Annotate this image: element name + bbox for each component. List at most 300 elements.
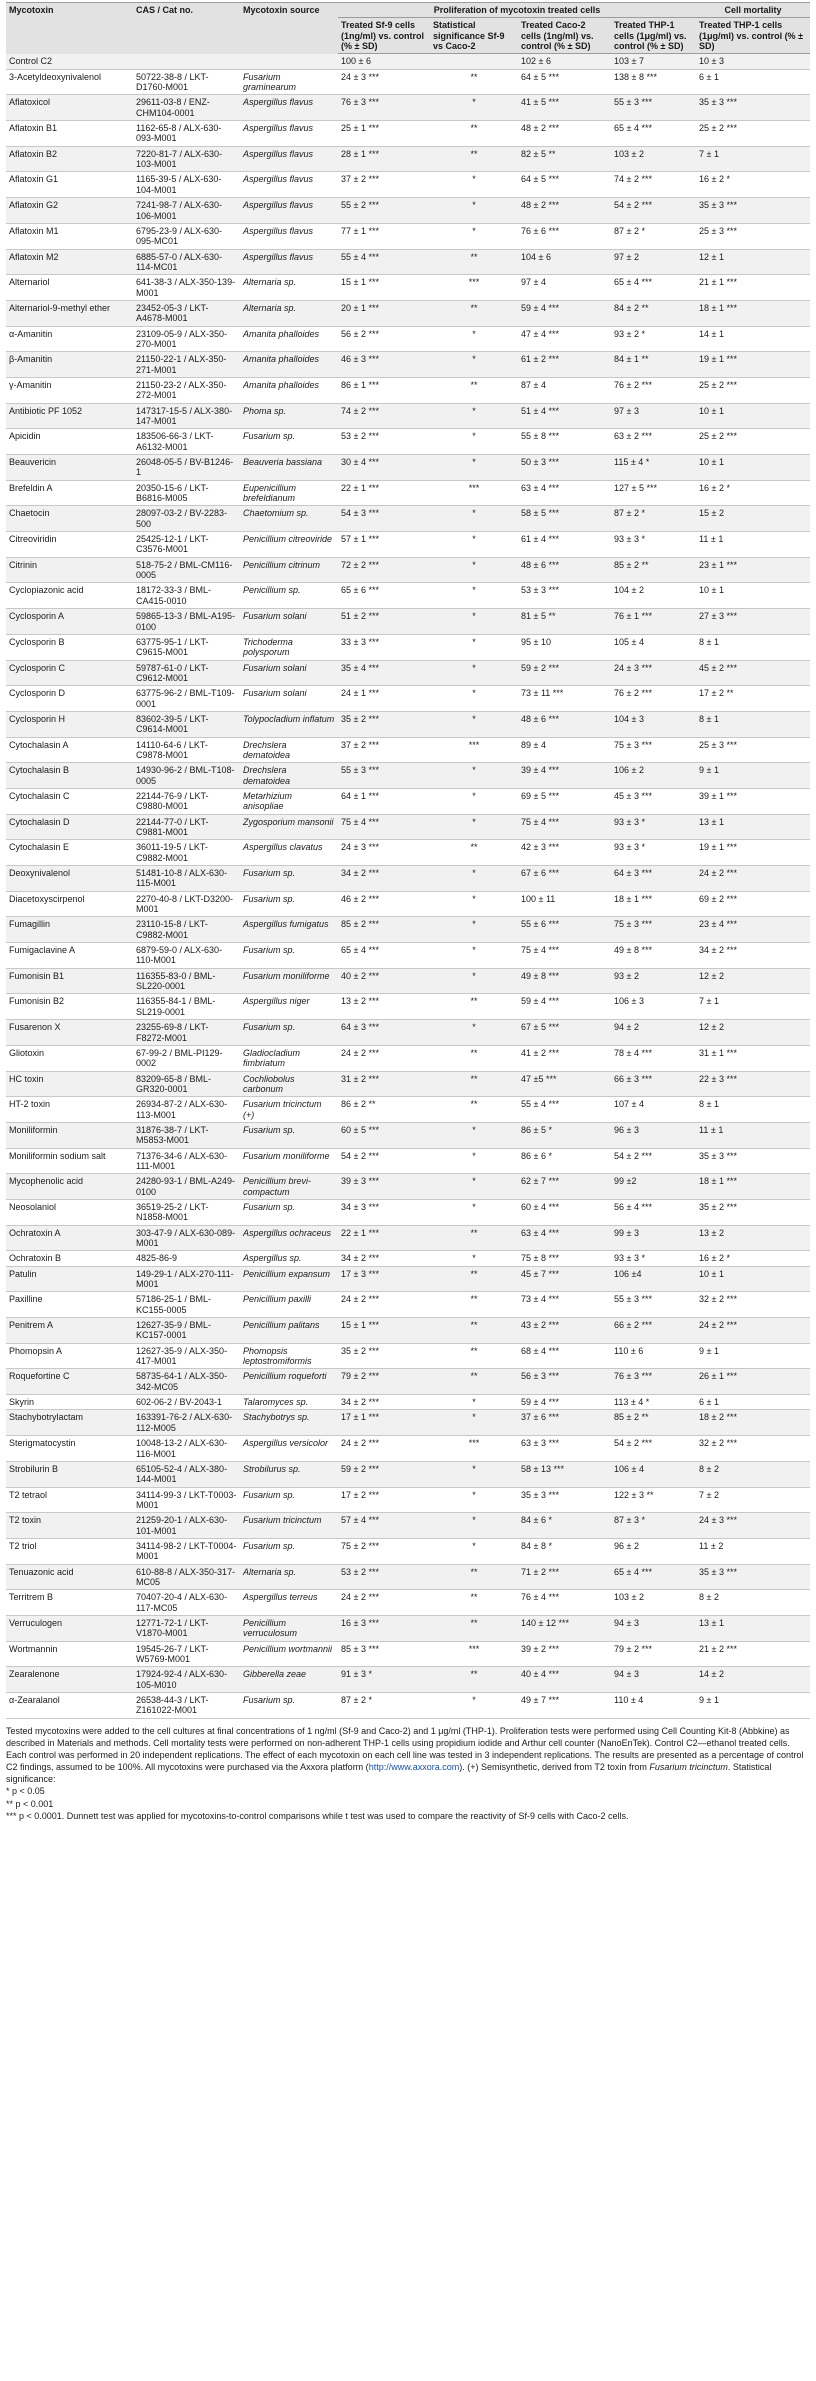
table-footnotes [6,1725,810,1822]
cell-thp1-proliferation: 103 ± 7 [611,54,696,69]
cell-significance: * [430,968,518,994]
cell-source: Fusarium solani [240,686,338,712]
cell-significance: * [430,711,518,737]
cell-mycotoxin: β-Amanitin [6,352,133,378]
cell-cas: 23452-05-3 / LKT-A4678-M001 [133,300,240,326]
cell-significance: * [430,583,518,609]
cell-thp1-mortality: 16 ± 2 * [696,480,810,506]
cell-thp1-proliferation: 66 ± 2 *** [611,1318,696,1344]
cell-thp1-mortality: 35 ± 3 *** [696,198,810,224]
table-row [6,506,810,532]
cell-source: Fusarium solani [240,609,338,635]
cell-mycotoxin: Cytochalasin B [6,763,133,789]
cell-significance: ** [430,994,518,1020]
cell-caco2: 75 ± 8 *** [518,1251,611,1266]
table-row [6,686,810,712]
cell-caco2: 55 ± 8 *** [518,429,611,455]
cell-mycotoxin: Aflatoxin B1 [6,121,133,147]
footnote-main [6,1725,810,1786]
cell-caco2: 76 ± 4 *** [518,1590,611,1616]
cell-source: Aspergillus fumigatus [240,917,338,943]
cell-caco2: 49 ± 7 *** [518,1693,611,1719]
cell-sf9: 17 ± 1 *** [338,1410,430,1436]
cell-caco2: 55 ± 4 *** [518,1097,611,1123]
cell-caco2: 75 ± 4 *** [518,943,611,969]
table-row [6,54,810,69]
cell-thp1-mortality: 7 ± 1 [696,146,810,172]
table-row [6,198,810,224]
cell-sf9: 34 ± 2 *** [338,866,430,892]
cell-source: Fusarium sp. [240,943,338,969]
cell-significance: * [430,532,518,558]
cell-caco2: 45 ± 7 *** [518,1266,611,1292]
cell-source: Penicillium brevi-compactum [240,1174,338,1200]
cell-source: Fusarium solani [240,660,338,686]
cell-source: Aspergillus flavus [240,223,338,249]
cell-thp1-proliferation: 55 ± 3 *** [611,95,696,121]
col-header-thp1-mortality: Treated THP-1 cells (1μg/ml) vs. control (% ± SD) [696,18,810,54]
cell-significance: * [430,1693,518,1719]
cell-thp1-proliferation: 63 ± 2 *** [611,429,696,455]
cell-caco2: 81 ± 5 ** [518,609,611,635]
table-row [6,968,810,994]
cell-mycotoxin: Aflatoxin B2 [6,146,133,172]
cell-mycotoxin: Zearalenone [6,1667,133,1693]
cell-cas: 14110-64-6 / LKT-C9878-M001 [133,737,240,763]
cell-source: Aspergillus flavus [240,249,338,275]
cell-significance: ** [430,1615,518,1641]
cell-thp1-proliferation: 99 ±2 [611,1174,696,1200]
cell-cas: 18172-33-3 / BML-CA415-0010 [133,583,240,609]
cell-cas: 149-29-1 / ALX-270-111-M001 [133,1266,240,1292]
cell-sf9: 55 ± 4 *** [338,249,430,275]
cell-sf9: 51 ± 2 *** [338,609,430,635]
cell-thp1-proliferation: 54 ± 2 *** [611,1436,696,1462]
cell-significance: * [430,1395,518,1410]
cell-sf9: 56 ± 2 *** [338,326,430,352]
cell-cas: 610-88-8 / ALX-350-317-MC05 [133,1564,240,1590]
cell-cas: 70407-20-4 / ALX-630-117-MC05 [133,1590,240,1616]
table-row [6,1395,810,1410]
cell-sf9: 55 ± 3 *** [338,763,430,789]
cell-sf9: 37 ± 2 *** [338,737,430,763]
cell-mycotoxin: Aflatoxin G2 [6,198,133,224]
col-header-mycotoxin: Mycotoxin [6,3,133,54]
cell-sf9: 22 ± 1 *** [338,480,430,506]
cell-source: Penicillium paxilli [240,1292,338,1318]
cell-source: Fusarium moniliforme [240,1148,338,1174]
table-row [6,994,810,1020]
cell-source: Chaetomium sp. [240,506,338,532]
cell-thp1-mortality: 7 ± 2 [696,1487,810,1513]
cell-mycotoxin: HC toxin [6,1071,133,1097]
cell-significance: *** [430,737,518,763]
cell-sf9: 24 ± 2 *** [338,1045,430,1071]
cell-caco2: 84 ± 6 * [518,1513,611,1539]
cell-significance: *** [430,275,518,301]
cell-significance: * [430,1251,518,1266]
cell-thp1-mortality: 69 ± 2 *** [696,891,810,917]
cell-source: Fusarium sp. [240,866,338,892]
table-row [6,840,810,866]
table-row [6,943,810,969]
cell-source: Fusarium sp. [240,429,338,455]
cell-significance: * [430,95,518,121]
cell-sf9: 35 ± 4 *** [338,660,430,686]
table-row [6,1564,810,1590]
cell-significance: ** [430,1369,518,1395]
cell-mycotoxin: Moniliformin sodium salt [6,1148,133,1174]
cell-mycotoxin: Cyclosporin A [6,609,133,635]
cell-source: Zygosporium mansonii [240,814,338,840]
cell-mycotoxin: Ochratoxin B [6,1251,133,1266]
cell-cas: 116355-83-0 / BML-SL220-0001 [133,968,240,994]
cell-thp1-proliferation: 103 ± 2 [611,146,696,172]
cell-thp1-proliferation: 49 ± 8 *** [611,943,696,969]
cell-thp1-proliferation: 75 ± 3 *** [611,917,696,943]
cell-sf9: 91 ± 3 * [338,1667,430,1693]
cell-sf9: 20 ± 1 *** [338,300,430,326]
cell-source: Fusarium sp. [240,1538,338,1564]
cell-significance: * [430,1538,518,1564]
cell-mycotoxin: Diacetoxyscirpenol [6,891,133,917]
cell-caco2: 76 ± 6 *** [518,223,611,249]
cell-caco2: 73 ± 4 *** [518,1292,611,1318]
cell-cas: 83209-65-8 / BML-GR320-0001 [133,1071,240,1097]
cell-source: Aspergillus clavatus [240,840,338,866]
table-row [6,1461,810,1487]
cell-thp1-proliferation: 94 ± 2 [611,1020,696,1046]
cell-caco2: 39 ± 2 *** [518,1641,611,1667]
cell-source: Fusarium sp. [240,1693,338,1719]
cell-thp1-mortality: 8 ± 1 [696,1097,810,1123]
cell-significance: * [430,943,518,969]
cell-cas: 7241-98-7 / ALX-630-106-M001 [133,198,240,224]
cell-sf9: 54 ± 3 *** [338,506,430,532]
footnote-text-1: Tested mycotoxins were added to the cell cultures at final concentrations of 1 ng/ml (Sf-9 and Caco-2) and 1 μg/ml (THP-1). Proliferation tests were performed using Cell Counting Kit-8 (Abbkine) as described in Materials and methods. Cell mortality tests were performed on non-adherent THP-1 cells using propidium iodide and Arthur cell counter (NanoEnTek). Control C2—ethanol treated cells. Each control was performed in 20 independent replications. The effect of each mycotoxin on each cell line was tested in 3 independent replications. The results are presented as a percentage of control C2 findings, assumed to be 100%. All mycotoxins were purchased via the Axxora platform ( [6,1725,804,1773]
footnote-text-3: . Statistical significance: [6,1762,772,1785]
footnote-significance-2: ** p < 0.001 [6,1798,54,1809]
cell-thp1-proliferation: 93 ± 2 [611,968,696,994]
cell-cas: 31876-38-7 / LKT-M5853-M001 [133,1122,240,1148]
cell-source: Fusarium tricinctum [240,1513,338,1539]
table-row [6,1225,810,1251]
table-row [6,429,810,455]
cell-cas: 183506-66-3 / LKT-A6132-M001 [133,429,240,455]
footnote-text-2: ). (+) Semisynthetic, derived from T2 toxin from [459,1762,650,1773]
cell-mycotoxin: Neosolaniol [6,1199,133,1225]
cell-sf9: 53 ± 2 *** [338,1564,430,1590]
cell-cas: 1165-39-5 / ALX-630-104-M001 [133,172,240,198]
cell-thp1-proliferation: 93 ± 3 * [611,840,696,866]
cell-thp1-mortality: 35 ± 3 *** [696,1564,810,1590]
cell-caco2: 59 ± 2 *** [518,660,611,686]
cell-thp1-mortality: 25 ± 2 *** [696,429,810,455]
cell-significance: * [430,788,518,814]
cell-mycotoxin: Citreoviridin [6,532,133,558]
cell-source: Aspergillus versicolor [240,1436,338,1462]
cell-source: Penicillium verruculosum [240,1615,338,1641]
col-header-source: Mycotoxin source [240,3,338,54]
cell-caco2: 56 ± 3 *** [518,1369,611,1395]
cell-significance: ** [430,1266,518,1292]
cell-cas: 147317-15-5 / ALX-380-147-M001 [133,403,240,429]
cell-mycotoxin: Territrem B [6,1590,133,1616]
cell-caco2: 50 ± 3 *** [518,455,611,481]
cell-thp1-mortality: 24 ± 3 *** [696,1513,810,1539]
cell-mycotoxin: Gliotoxin [6,1045,133,1071]
cell-thp1-proliferation: 93 ± 2 * [611,326,696,352]
cell-cas: 36519-25-2 / LKT-N1858-M001 [133,1199,240,1225]
cell-cas: 24280-93-1 / BML-A249-0100 [133,1174,240,1200]
cell-significance: * [430,506,518,532]
cell-sf9: 16 ± 3 *** [338,1615,430,1641]
cell-sf9: 17 ± 3 *** [338,1266,430,1292]
cell-thp1-mortality: 11 ± 1 [696,532,810,558]
cell-thp1-proliferation: 45 ± 3 *** [611,788,696,814]
cell-thp1-mortality: 14 ± 1 [696,326,810,352]
table-row [6,1487,810,1513]
cell-cas: 51481-10-8 / ALX-630-115-M001 [133,866,240,892]
cell-sf9: 17 ± 2 *** [338,1487,430,1513]
cell-caco2: 95 ± 10 [518,634,611,660]
cell-thp1-proliferation: 105 ± 4 [611,634,696,660]
cell-thp1-proliferation: 76 ± 2 *** [611,377,696,403]
cell-source: Amanita phalloides [240,326,338,352]
cell-significance: * [430,198,518,224]
table-row [6,1667,810,1693]
cell-cas: 26934-87-2 / ALX-630-113-M001 [133,1097,240,1123]
cell-cas: 26048-05-5 / BV-B1246-1 [133,455,240,481]
table-row [6,660,810,686]
cell-thp1-proliferation: 97 ± 3 [611,403,696,429]
cell-thp1-proliferation: 96 ± 3 [611,1122,696,1148]
cell-sf9: 53 ± 2 *** [338,429,430,455]
cell-significance: * [430,686,518,712]
cell-significance: * [430,1461,518,1487]
cell-mycotoxin: Citrinin [6,557,133,583]
cell-thp1-proliferation: 24 ± 3 *** [611,660,696,686]
table-row [6,121,810,147]
cell-thp1-mortality: 23 ± 4 *** [696,917,810,943]
table-row [6,1538,810,1564]
cell-caco2: 86 ± 5 * [518,1122,611,1148]
cell-sf9: 75 ± 4 *** [338,814,430,840]
cell-thp1-mortality: 12 ± 2 [696,1020,810,1046]
cell-source: Penicillium wortmannii [240,1641,338,1667]
table-row [6,1369,810,1395]
cell-thp1-mortality: 10 ± 1 [696,1266,810,1292]
cell-thp1-proliferation: 97 ± 2 [611,249,696,275]
cell-caco2: 47 ± 4 *** [518,326,611,352]
cell-sf9: 85 ± 3 *** [338,1641,430,1667]
cell-sf9: 15 ± 1 *** [338,275,430,301]
cell-mycotoxin: Deoxynivalenol [6,866,133,892]
table-row [6,249,810,275]
cell-cas: 6885-57-0 / ALX-630-114-MC01 [133,249,240,275]
cell-sf9: 15 ± 1 *** [338,1318,430,1344]
cell-cas: 23109-05-9 / ALX-350-270-M001 [133,326,240,352]
cell-significance: * [430,172,518,198]
cell-caco2: 87 ± 4 [518,377,611,403]
table-row [6,1251,810,1266]
cell-significance: ** [430,146,518,172]
table-row [6,480,810,506]
cell-mycotoxin: Cytochalasin A [6,737,133,763]
cell-thp1-proliferation: 55 ± 3 *** [611,1292,696,1318]
cell-mycotoxin: Patulin [6,1266,133,1292]
cell-caco2: 40 ± 4 *** [518,1667,611,1693]
cell-cas: 21259-20-1 / ALX-630-101-M001 [133,1513,240,1539]
cell-significance: * [430,429,518,455]
table-row [6,814,810,840]
cell-significance: ** [430,1225,518,1251]
cell-source: Fusarium sp. [240,1487,338,1513]
cell-thp1-proliferation: 99 ± 3 [611,1225,696,1251]
cell-source: Alternaria sp. [240,300,338,326]
cell-caco2: 42 ± 3 *** [518,840,611,866]
cell-significance: * [430,557,518,583]
cell-source: Penicillium citrinum [240,557,338,583]
cell-mycotoxin: Sterigmatocystin [6,1436,133,1462]
cell-source [240,54,338,69]
cell-thp1-proliferation: 65 ± 4 *** [611,121,696,147]
cell-significance: * [430,1174,518,1200]
cell-thp1-mortality: 18 ± 1 *** [696,1174,810,1200]
cell-thp1-proliferation: 79 ± 2 *** [611,1641,696,1667]
cell-sf9: 24 ± 2 *** [338,1292,430,1318]
cell-cas: 20350-15-6 / LKT-B6816-M005 [133,480,240,506]
cell-source: Aspergillus flavus [240,172,338,198]
cell-thp1-mortality: 45 ± 2 *** [696,660,810,686]
cell-caco2: 53 ± 3 *** [518,583,611,609]
cell-cas: 602-06-2 / BV-2043-1 [133,1395,240,1410]
cell-mycotoxin: Cytochalasin C [6,788,133,814]
cell-sf9: 57 ± 1 *** [338,532,430,558]
cell-caco2: 71 ± 2 *** [518,1564,611,1590]
cell-caco2: 64 ± 5 *** [518,69,611,95]
cell-caco2: 47 ±5 *** [518,1071,611,1097]
cell-thp1-mortality: 11 ± 1 [696,1122,810,1148]
cell-mycotoxin: Fumigaclavine A [6,943,133,969]
cell-thp1-proliferation: 103 ± 2 [611,1590,696,1616]
cell-source: Amanita phalloides [240,377,338,403]
cell-thp1-proliferation: 54 ± 2 *** [611,198,696,224]
cell-cas: 12627-35-9 / ALX-350-417-M001 [133,1343,240,1369]
cell-caco2: 61 ± 4 *** [518,532,611,558]
cell-caco2: 41 ± 5 *** [518,95,611,121]
cell-thp1-mortality: 8 ± 2 [696,1590,810,1616]
cell-caco2: 48 ± 2 *** [518,198,611,224]
cell-source: Talaromyces sp. [240,1395,338,1410]
cell-cas: 22144-77-0 / LKT-C9881-M001 [133,814,240,840]
cell-caco2: 49 ± 8 *** [518,968,611,994]
cell-thp1-proliferation: 104 ± 3 [611,711,696,737]
cell-mycotoxin: Fumonisin B1 [6,968,133,994]
cell-thp1-mortality: 17 ± 2 ** [696,686,810,712]
cell-sf9: 35 ± 2 *** [338,1343,430,1369]
table-row [6,866,810,892]
cell-mycotoxin: Stachybotrylactam [6,1410,133,1436]
cell-cas: 518-75-2 / BML-CM116-0005 [133,557,240,583]
cell-thp1-mortality: 19 ± 1 *** [696,352,810,378]
cell-significance: ** [430,840,518,866]
cell-mycotoxin: Apicidin [6,429,133,455]
col-group-proliferation: Proliferation of mycotoxin treated cells [338,3,696,18]
cell-thp1-mortality: 8 ± 1 [696,634,810,660]
cell-thp1-mortality: 31 ± 1 *** [696,1045,810,1071]
cell-mycotoxin: Wortmannin [6,1641,133,1667]
cell-sf9: 35 ± 2 *** [338,711,430,737]
cell-significance: ** [430,1292,518,1318]
cell-thp1-proliferation: 87 ± 3 * [611,1513,696,1539]
cell-source: Fusarium sp. [240,1122,338,1148]
cell-thp1-proliferation: 76 ± 1 *** [611,609,696,635]
cell-sf9: 25 ± 1 *** [338,121,430,147]
cell-sf9: 24 ± 2 *** [338,1436,430,1462]
cell-mycotoxin: Fumonisin B2 [6,994,133,1020]
cell-cas: 19545-26-7 / LKT-W5769-M001 [133,1641,240,1667]
cell-significance: ** [430,1564,518,1590]
cell-mycotoxin: Cyclosporin D [6,686,133,712]
cell-cas: 23110-15-8 / LKT-C9882-M001 [133,917,240,943]
cell-thp1-proliferation: 138 ± 8 *** [611,69,696,95]
cell-thp1-proliferation: 106 ± 4 [611,1461,696,1487]
cell-thp1-mortality: 18 ± 2 *** [696,1410,810,1436]
cell-caco2: 102 ± 6 [518,54,611,69]
cell-source: Tolypocladium inflatum [240,711,338,737]
cell-source: Penicillium citreoviride [240,532,338,558]
cell-caco2: 48 ± 6 *** [518,711,611,737]
table-row [6,1410,810,1436]
cell-thp1-proliferation: 76 ± 3 *** [611,1369,696,1395]
cell-cas: 67-99-2 / BML-PI129-0002 [133,1045,240,1071]
cell-source: Drechslera dematoidea [240,763,338,789]
axxora-link[interactable]: http://www.axxora.com [368,1762,460,1773]
cell-caco2: 68 ± 4 *** [518,1343,611,1369]
table-row [6,763,810,789]
cell-significance: * [430,763,518,789]
cell-significance: ** [430,1097,518,1123]
table-row [6,69,810,95]
table-row [6,557,810,583]
cell-caco2: 48 ± 2 *** [518,121,611,147]
cell-significance: *** [430,1641,518,1667]
cell-cas: 641-38-3 / ALX-350-139-M001 [133,275,240,301]
table-row [6,326,810,352]
cell-thp1-proliferation: 75 ± 3 *** [611,737,696,763]
cell-sf9: 72 ± 2 *** [338,557,430,583]
cell-thp1-proliferation: 106 ± 2 [611,763,696,789]
cell-cas: 12627-35-9 / BML-KC157-0001 [133,1318,240,1344]
cell-mycotoxin: Aflatoxin G1 [6,172,133,198]
cell-thp1-proliferation: 84 ± 1 ** [611,352,696,378]
cell-sf9: 40 ± 2 *** [338,968,430,994]
cell-mycotoxin: α-Zearalanol [6,1693,133,1719]
cell-caco2: 89 ± 4 [518,737,611,763]
cell-significance [430,54,518,69]
table-row [6,300,810,326]
cell-thp1-proliferation: 85 ± 2 ** [611,1410,696,1436]
cell-thp1-proliferation: 54 ± 2 *** [611,1148,696,1174]
cell-mycotoxin: Strobilurin B [6,1461,133,1487]
cell-caco2: 64 ± 5 *** [518,172,611,198]
cell-cas: 83602-39-5 / LKT-C9614-M001 [133,711,240,737]
cell-cas: 303-47-9 / ALX-630-089-M001 [133,1225,240,1251]
cell-source: Gladiocladium fimbriatum [240,1045,338,1071]
cell-cas: 58735-64-1 / ALX-350-342-MC05 [133,1369,240,1395]
table-row [6,737,810,763]
